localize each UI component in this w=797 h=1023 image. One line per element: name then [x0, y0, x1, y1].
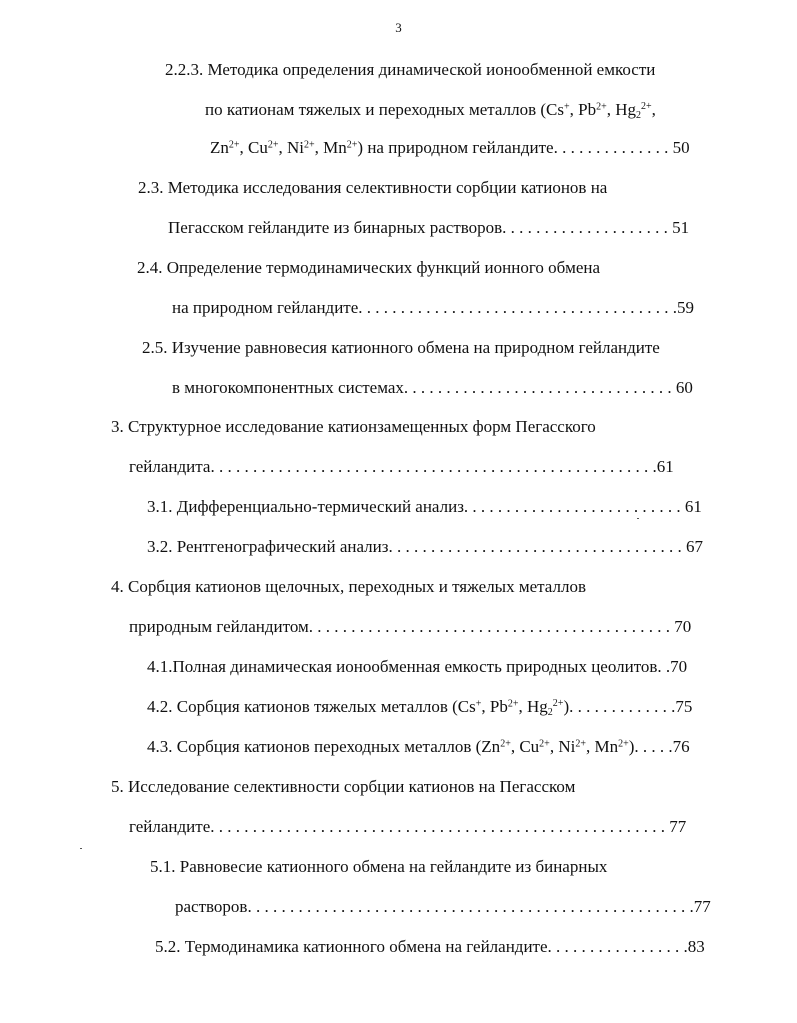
toc-entry-2-5-line-2: в многокомпонентных системах. . . . . . . . . . . . . . . . . . . . . . . . . . . . . . . . 60 [172, 378, 693, 397]
scan-speck [80, 848, 82, 849]
toc-entry-5-1-line-2: растворов. . . . . . . . . . . . . . . . . . . . . . . . . . . . . . . . . . . . . . . . . . . . . . . . . . . . .77 [175, 897, 711, 916]
toc-entry-4-line-2: природным гейландитом. . . . . . . . . . . . . . . . . . . . . . . . . . . . . . . . . . . . . . . . . . . 70 [129, 617, 692, 636]
page-number: 3 [395, 20, 402, 35]
toc-entry-2-4-line-2: на природном гейландите. . . . . . . . . . . . . . . . . . . . . . . . . . . . . . . . . . . . . .59 [172, 298, 695, 317]
toc-entry-5-2: 5.2. Термодинамика катионного обмена на гейландите. . . . . . . . . . . . . . . . .83 [155, 937, 705, 956]
toc-entry-5-1-line-1: 5.1. Равновесие катионного обмена на гейландите из бинарных [150, 857, 608, 876]
toc-entry-2-4-line-1: 2.4. Определение термодинамических функций ионного обмена [137, 258, 601, 277]
toc-entry-2-2-3-line-2: по катионам тяжелых и переходных металлов (Cs+, $Pb^{2+}$, $Hg_{2^{2+}}$, [205, 100, 656, 121]
toc-entry-2-5-line-1: 2.5. Изучение равновесия катионного обмена на природном гейландите [142, 338, 660, 357]
toc-entry-2-2-3-line-3: $Zn^{2+}$, $Cu^{2+}$, $Ni^{2+}$, $Mn^{2+}$) на природном гейландите. . . . . . . . . . . . . . 50 [210, 138, 690, 157]
toc-entry-5-line-2: гейландите. . . . . . . . . . . . . . . . . . . . . . . . . . . . . . . . . . . . . . . . . . . . . . . . . . . . . . 77 [129, 817, 687, 836]
toc-entry-3-line-2: гейландита. . . . . . . . . . . . . . . . . . . . . . . . . . . . . . . . . . . . . . . . . . . . . . . . . . . . .61 [129, 457, 674, 476]
toc-entry-2-2-3-line-1: 2.2.3. Методика определения динамической ионообменной емкости [165, 60, 656, 79]
toc-entry-3-1: 3.1. Дифференциально-термический анализ. . . . . . . . . . . . . . . . . . . . . . . . . . 61 [147, 497, 702, 516]
toc-entry-3-2: 3.2. Рентгенографический анализ. . . . . . . . . . . . . . . . . . . . . . . . . . . . . . . . . . . 67 [147, 537, 703, 556]
toc-entry-4-3: 4.3. Сорбция катионов переходных металлов ($Zn^{2+}$, $Cu^{2+}$, $Ni^{2+}$, $Mn^{2+}$). . . . .76 [147, 737, 690, 756]
toc-entry-3-line-1: 3. Структурное исследование катионзамещенных форм Пегасского [111, 417, 596, 436]
toc-entry-5-line-1: 5. Исследование селективности сорбции катионов на Пегасском [111, 777, 576, 796]
toc-entry-4-2: 4.2. Сорбция катионов тяжелых металлов (Cs+, $Pb^{2+}$, $Hg_{2^{2+}}$). . . . . . . . . . . . .75 [147, 697, 693, 718]
toc-entry-2-3-line-1: 2.3. Методика исследования селективности сорбции катионов на [138, 178, 608, 197]
toc-entry-4-1: 4.1.Полная динамическая ионообменная емкость природных цеолитов. .70 [147, 657, 688, 676]
toc-entry-4-line-1: 4. Сорбция катионов щелочных, переходных и тяжелых металлов [111, 577, 586, 596]
scan-speck [637, 518, 639, 519]
toc-entry-2-3-line-2: Пегасском гейландите из бинарных растворов. . . . . . . . . . . . . . . . . . . . 51 [168, 218, 690, 237]
